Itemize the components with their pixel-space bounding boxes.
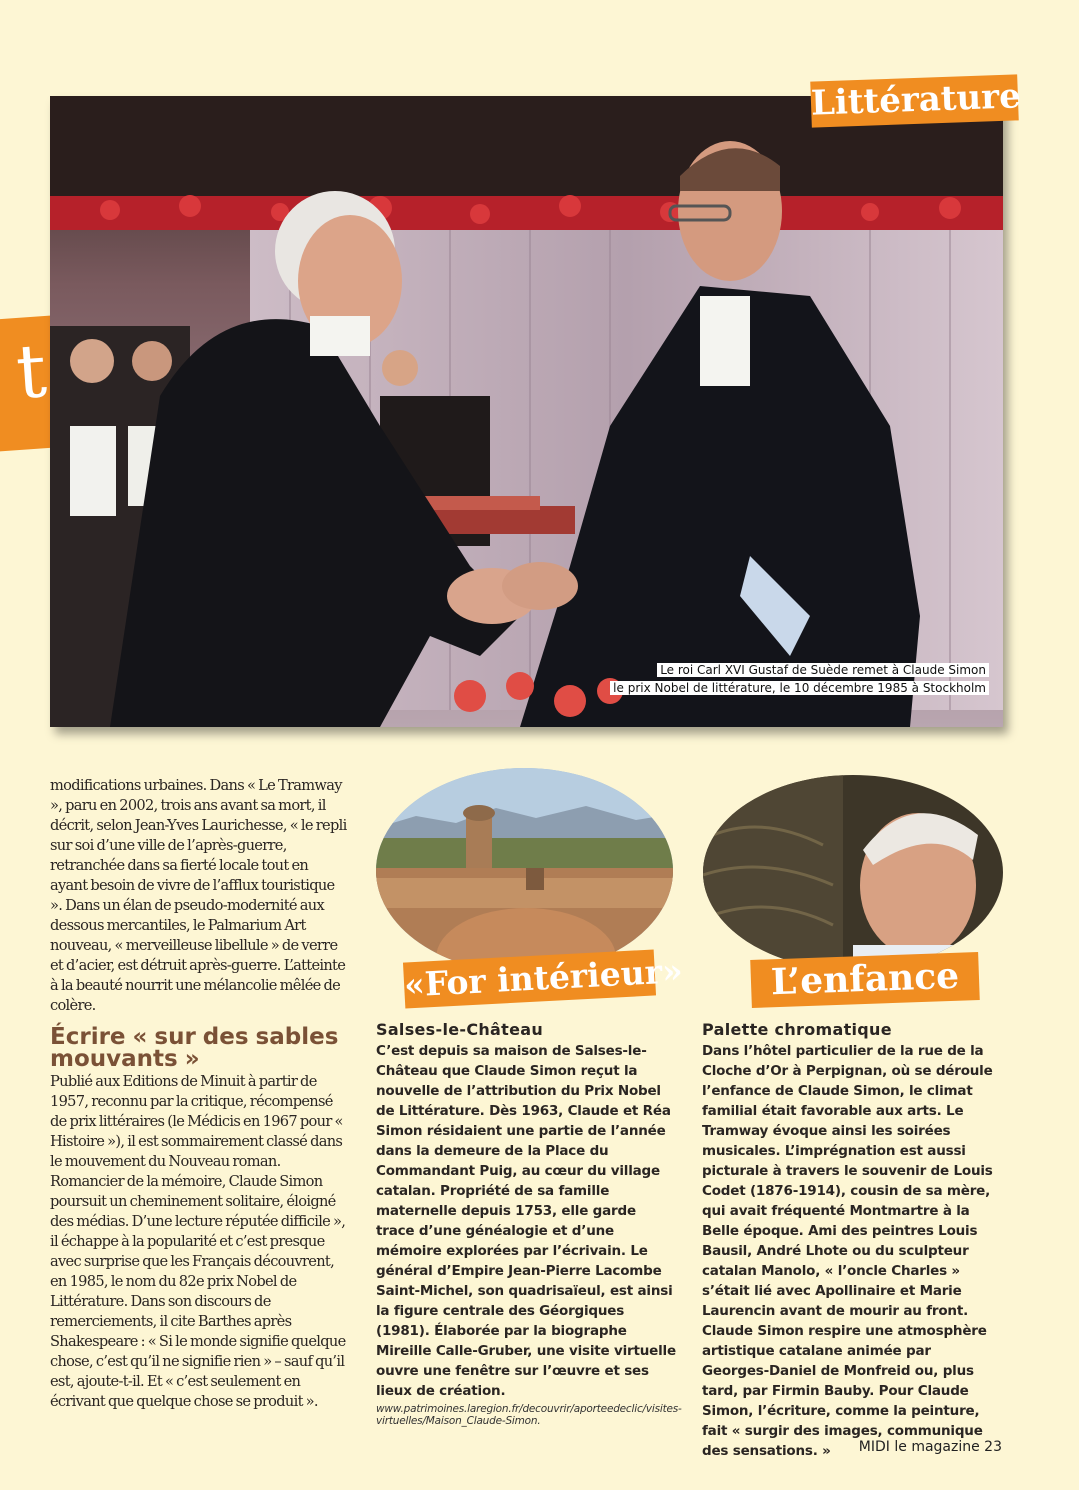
virtual-visit-url[interactable]: www.patrimoines.laregion.fr/decouvrir/aporteedeclic/visites-virtuelles/Maison_Claude-Simon.	[376, 1403, 682, 1427]
caption-line-1: Le roi Carl XVI Gustaf de Suède remet à Claude Simon	[657, 663, 989, 677]
column-3	[702, 1019, 1000, 1461]
column1-body: Publié aux Editions de Minuit à partir de 1957, reconnu par la critique, récompensé de prix littéraires (le Médicis en 1967 pour « Histoire »), il est sommairement classé dans le mouvement du Nouveau roman. Romancier de la mémoire, Claude Simon poursuit un cheminement solitaire, éloigné des médias. D’une lecture réputée difficile », il échappe à la popularité et c’est presque avec surprise que les Français découvrent, en 1985, le nom du 82e prix Nobel de Littérature. Dans son discours de remerciements, il cite Barthes après Shakespeare : « Si le monde signifie quelque chose, c’est qu’il ne signifie rien » – sauf qu’il est, ajoute-t-il. Et « c’est seulement en écrivant que quelque chose se produit ».	[50, 1073, 346, 1410]
chateau-illustration	[376, 768, 673, 973]
edge-tab-letter: t	[13, 328, 50, 416]
photo-caption	[610, 661, 989, 697]
column-2	[376, 1019, 682, 1427]
section-tag-litterature: Littérature	[810, 74, 1018, 127]
nobel-photo-illustration	[50, 96, 1003, 727]
nobel-ceremony-photo	[50, 96, 1003, 727]
column3-title: Palette chromatique	[702, 1020, 892, 1039]
column3-body: Dans l’hôtel particulier de la rue de la Cloche d’Or à Perpignan, où se déroule l’enfance de Claude Simon, le climat familial était favorable aux arts. Le Tramway évoque ainsi les soirées musicales. L’imprégnation est aussi picturale à travers le souvenir de Louis Codet (1876-1914), cousin de sa mère, qui avait fréquenté Montmartre à la Belle époque. Ami des peintres Louis Bausil, André Lhote ou du sculpteur catalan Manolo, « l’oncle Charles » s’était lié avec Apollinaire et Marie Laurencin avant de mourir au front. Claude Simon respire une atmosphère artistique catalane animée par Georges-Daniel de Monfreid ou, plus tard, par Firmin Bauby. Pour Claude Simon, l’écriture, comme la peinture, fait « surgir des images, communique des sensations. »	[702, 1043, 993, 1459]
page-folio: MIDI le magazine 23	[858, 1439, 1002, 1455]
salses-chateau-photo	[376, 768, 673, 973]
section-tag-for-interieur: «For intérieur»	[403, 949, 656, 1008]
column2-title: Salses-le-Château	[376, 1020, 544, 1039]
portrait-illustration	[703, 775, 1003, 970]
column1-intro: modifications urbaines. Dans « Le Tramway », paru en 2002, trois ans avant sa mort, il décrit, selon Jean-Yves Laurichesse, « le repli sur soi d’une ville de l’après-guerre, retranchée dans sa fierté locale tout en ayant besoin de vivre de l’afflux touristique ». Dans un élan de pseudo-modernité aux dessous mercantiles, le Palmarium Art nouveau, « merveilleuse libellule » de verre et d’acier, est détruit après-guerre. L’atteinte à la beauté nourrit une mélancolie mêlée de colère.	[50, 777, 347, 1014]
claude-simon-portrait	[703, 775, 1003, 970]
column-1	[50, 776, 348, 1412]
caption-line-2: le prix Nobel de littérature, le 10 décembre 1985 à Stockholm	[610, 681, 989, 695]
section-tag-enfance: L’enfance	[750, 952, 980, 1008]
column1-heading: Écrire « sur des sables mouvants »	[50, 1024, 339, 1072]
column2-body: C’est depuis sa maison de Salses-le-Château que Claude Simon reçut la nouvelle de l’attribution du Prix Nobel de Littérature. Dès 1963, Claude et Réa Simon résidaient une partie de l’année dans la demeure de la Place du Commandant Puig, au cœur du village catalan. Propriété de sa famille maternelle depuis 1753, elle garde trace d’une généalogie et d’une mémoire explorées par l’écrivain. Le général d’Empire Jean-Pierre Lacombe Saint-Michel, son quadrisaïeul, est ainsi la figure centrale des Géorgiques (1981). Élaborée par la biographe Mireille Calle-Gruber, une visite virtuelle ouvre une fenêtre sur l’œuvre et ses lieux de création.	[376, 1043, 676, 1399]
